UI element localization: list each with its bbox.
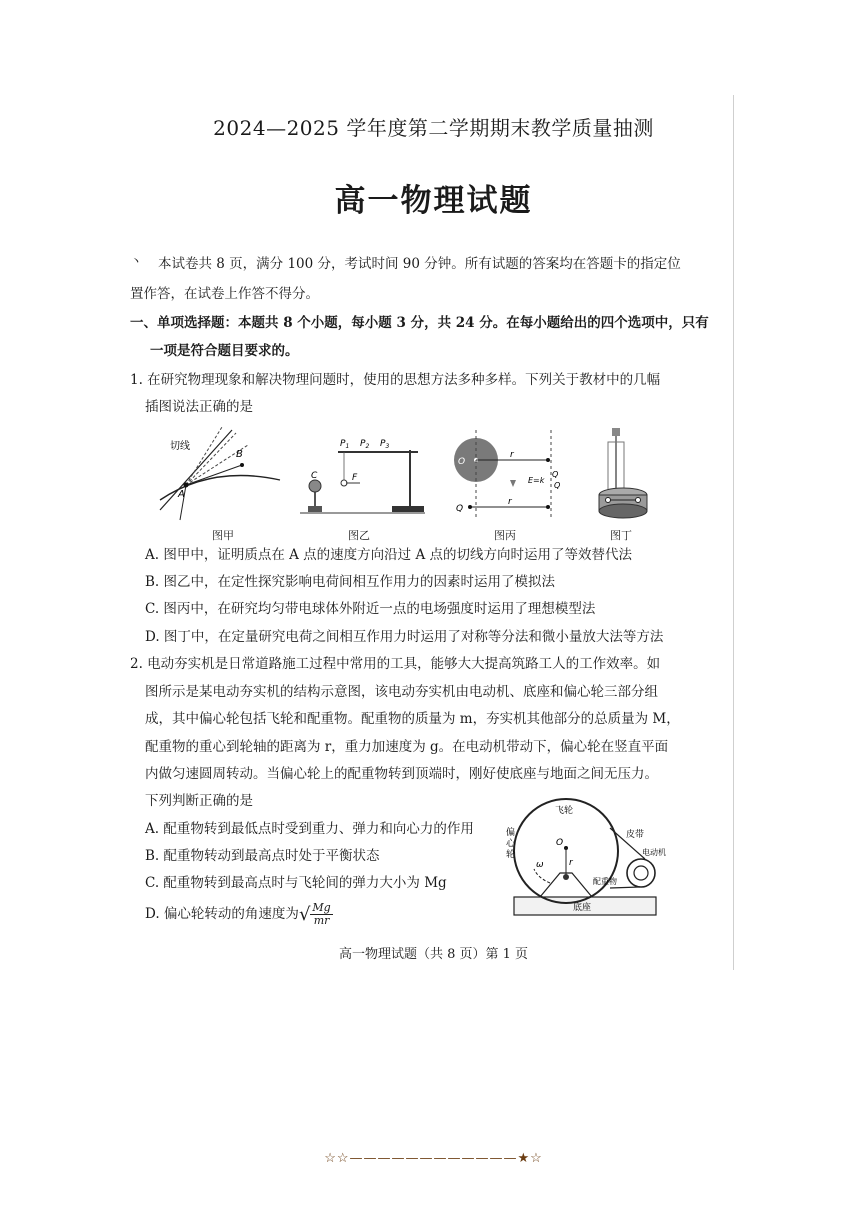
q1-option-b: B. 图乙中，在定性探究影响电荷间相互作用力的因素时运用了模拟法: [145, 574, 556, 590]
p3-label: $P_3$: [380, 439, 390, 450]
flywheel-label: 飞轮: [555, 806, 574, 816]
e-formula: E=k: [528, 476, 545, 485]
sqrt-sign: √: [298, 904, 311, 925]
balance-ball-2: [636, 498, 641, 503]
intro-line-2: 置作答，在试卷上作答不得分。: [130, 286, 319, 302]
point-field-2: [546, 505, 550, 509]
q-label-1: Q: [552, 470, 559, 479]
page-edge-line: [733, 95, 734, 970]
down-arrow: [510, 480, 516, 487]
point-charge: [468, 505, 472, 509]
exam-title: 高一物理试题: [334, 183, 533, 219]
q2-option-c: C. 配重物转到最高点时与飞轮间的弹力大小为 Mg: [145, 875, 447, 891]
q2-stem-6: 下列判断正确的是: [145, 793, 253, 809]
torsion-head: [612, 428, 620, 436]
r-label-2: r: [508, 497, 512, 507]
tangent-label: 切线: [170, 441, 190, 452]
point-b: [240, 463, 244, 467]
figure-yi: [300, 428, 430, 523]
caption-bing: 图丙: [494, 529, 516, 542]
q2-stem-1: 2. 电动夯实机是日常道路施工过程中常用的工具，能够大大提高筑路工人的工作效率。如: [130, 656, 661, 672]
counterweight-dot: [563, 874, 569, 880]
eccentric-label-3: 轮: [506, 850, 516, 860]
bottom-decoration: ☆☆————————————★☆: [324, 1151, 543, 1166]
q1-stem-1: 1. 在研究物理现象和解决物理问题时，使用的思想方法多种多样。下列关于教材中的几幅: [130, 372, 661, 388]
b-label: B: [236, 449, 243, 460]
section1-line-1: 一、单项选择题：本题共 8 个小题，每小题 3 分，共 24 分。在每小题给出的四个选项中，只有: [130, 315, 709, 331]
p1-label: $P_1$: [340, 439, 350, 450]
intro-line-1: 本试卷共 8 页，满分 100 分，考试时间 90 分钟。所有试题的答案均在答题卡的指定位: [158, 256, 681, 272]
weight-label: 配重物: [593, 877, 617, 886]
q2-option-a: A. 配重物转到最低点时受到重力、弹力和向心力的作用: [145, 821, 474, 837]
q2-stem-5: 内做匀速圆周转动。当偏心轮上的配重物转到顶端时，刚好使底座与地面之间无压力。: [145, 766, 658, 782]
q2-stem-4: 配重物的重心到轮轴的距离为 r，重力加速度为 g。在电动机带动下，偏心轮在竖直平面: [145, 739, 669, 755]
q-label-2: Q: [554, 481, 561, 490]
stand-base: [392, 506, 424, 512]
q2-stem-3: 成，其中偏心轮包括飞轮和配重物。配重物的质量为 m，夯实机其他部分的总质量为 M，: [145, 711, 680, 727]
figure-compactor: [500, 793, 670, 923]
q2-option-d-prefix: D. 偏心轮转动的角速度为: [145, 906, 299, 922]
fraction-numerator: Mg: [312, 901, 331, 914]
q1-option-d: D. 图丁中，在定量研究电荷之间相互作用力时运用了对称等分法和微小量放大法等方法: [145, 629, 664, 645]
charged-sphere-c: [309, 480, 321, 492]
belt-bottom: [610, 887, 640, 888]
sphere-base: [308, 506, 322, 512]
belt-label: 皮带: [626, 830, 645, 840]
fraction: [310, 902, 332, 927]
q-label-3: Q: [456, 504, 464, 514]
secant-line-2: [186, 433, 236, 485]
q2-option-d: [145, 902, 333, 927]
cylinder-bottom: [599, 504, 647, 518]
fraction-denominator: mr: [313, 914, 330, 927]
o-label: O: [458, 457, 466, 467]
caption-yi: 图乙: [348, 529, 370, 542]
exam-header: 2024—2025 学年度第二学期期末教学质量抽测: [213, 116, 654, 140]
section1-line-2: 一项是符合题目要求的。: [150, 343, 299, 359]
caption-jia: 图甲: [212, 529, 234, 542]
point-field: [546, 458, 550, 462]
q1-option-c: C. 图丙中，在研究均匀带电球体外附近一点的电场强度时运用了理想模型法: [145, 601, 596, 617]
f-label: F: [352, 473, 358, 483]
eccentric-label-2: 心: [506, 839, 516, 849]
intro-mark: 丶: [130, 254, 143, 268]
omega-label: ω: [536, 860, 544, 870]
motor-outer: [627, 859, 655, 887]
c-label: C: [311, 471, 318, 481]
secant-line-1: [186, 427, 222, 485]
figure-bing: [448, 425, 573, 525]
q1-option-a: A. 图甲中，证明质点在 A 点的速度方向沿过 A 点的切线方向时运用了等效替代法: [145, 547, 632, 563]
r-label-1: r: [510, 450, 514, 460]
q1-stem-2: 插图说法正确的是: [145, 399, 253, 415]
caption-ding: 图丁: [610, 529, 632, 542]
balance-ball-1: [606, 498, 611, 503]
a-label: A: [178, 489, 185, 500]
figure-jia: [152, 425, 292, 525]
axle-o-label: O: [556, 838, 564, 848]
figure-ding: [590, 420, 660, 525]
base-label: 底座: [573, 903, 592, 913]
p2-label: $P_2$: [360, 439, 370, 450]
q2-stem-2: 图所示是某电动夯实机的结构示意图，该电动夯实机由电动机、底座和偏心轮三部分组: [145, 684, 658, 700]
q2-option-b: B. 配重物转动到最高点时处于平衡状态: [145, 848, 380, 864]
page-footer: 高一物理试题（共 8 页）第 1 页: [338, 947, 529, 962]
rotation-arrow: [534, 869, 550, 883]
point-a: [184, 483, 189, 488]
radius-r-label: r: [569, 858, 573, 868]
eccentric-label-1: 偏: [506, 828, 516, 838]
motor-label: 电动机: [642, 848, 666, 857]
motor-inner: [634, 866, 648, 880]
